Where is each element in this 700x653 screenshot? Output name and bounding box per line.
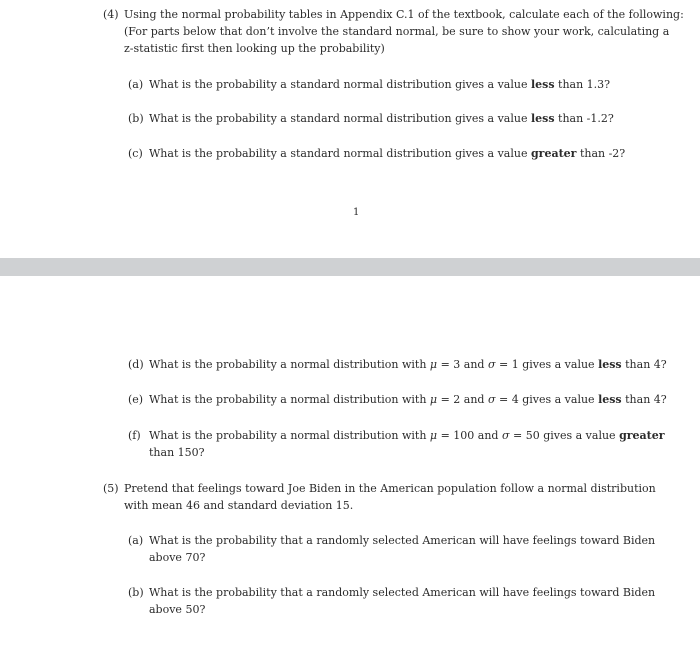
part-b-label: (b) [128,112,144,125]
question-5-line-1: Pretend that feelings toward Joe Biden in the American population follow a normal distribution [124,482,656,495]
page-separator [0,258,700,276]
q5-part-a-line-2: above 70? [149,551,206,564]
part-a-text: What is the probability a standard normal distribution gives a value less than 1.3? [149,78,611,91]
page-number: 1 [353,207,360,218]
question-4-line-3: z-statistic first then looking up the probability) [124,42,385,55]
part-c-label: (c) [128,147,143,160]
question-5-number: (5) [103,482,119,495]
question-4-line-2: (For parts below that don’t involve the standard normal, be sure to show your work, calculating a [124,25,670,38]
part-b-text: What is the probability a standard normal distribution gives a value less than -1.2? [149,112,614,125]
q5-part-a-label: (a) [128,534,144,547]
part-f-label: (f) [128,429,141,442]
part-f-text-line-1: What is the probability a normal distribution with μ = 100 and σ = 50 gives a value greater [149,429,665,442]
question-4-number: (4) [103,8,119,21]
q5-part-a-line-1: What is the probability that a randomly selected American will have feelings toward Biden [149,534,656,547]
part-c-text: What is the probability a standard normal distribution gives a value greater than -2? [149,147,626,160]
part-e-label: (e) [128,393,144,406]
part-d-label: (d) [128,358,144,371]
question-5-line-2: with mean 46 and standard deviation 15. [124,499,354,512]
page-2 [0,276,700,653]
part-e-text: What is the probability a normal distribution with μ = 2 and σ = 4 gives a value less than 4? [149,393,667,406]
part-f-text-line-2: than 150? [149,446,205,459]
q5-part-b-line-2: above 50? [149,603,206,616]
page-1 [0,0,700,258]
part-d-text: What is the probability a normal distribution with μ = 3 and σ = 1 gives a value less than 4? [149,358,667,371]
q5-part-b-label: (b) [128,586,144,599]
question-4-line-1: Using the normal probability tables in Appendix C.1 of the textbook, calculate each of the following: [124,8,684,21]
q5-part-b-line-1: What is the probability that a randomly selected American will have feelings toward Biden [149,586,656,599]
part-a-label: (a) [128,78,144,91]
